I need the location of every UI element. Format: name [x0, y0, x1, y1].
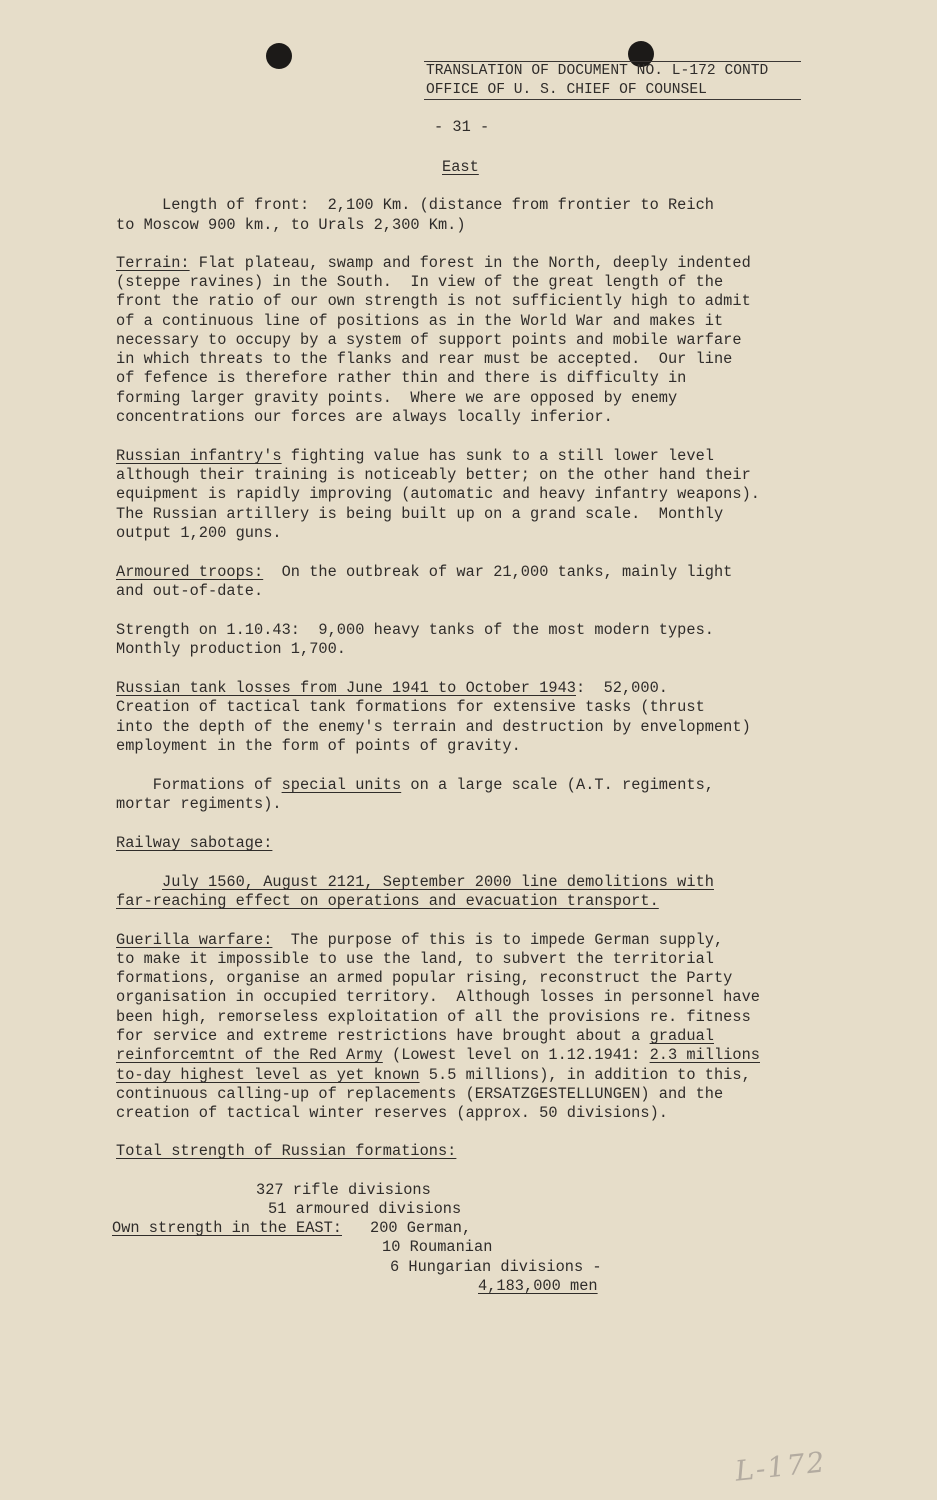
tank-losses-line: employment in the form of points of gravity.	[116, 737, 521, 755]
totals-rifle: 327 rifle divisions	[256, 1181, 431, 1199]
terrain-label: Terrain:	[116, 254, 190, 272]
terrain-line: of a continuous line of positions as in the World War and makes it	[116, 312, 724, 330]
terrain-line: forming larger gravity points. Where we are opposed by enemy	[116, 389, 678, 407]
terrain-line: (steppe ravines) in the South. In view of the great length of the	[116, 273, 724, 291]
handwritten-document-number: L-172	[733, 1445, 828, 1488]
front-line-2: to Moscow 900 km., to Urals 2,300 Km.)	[116, 216, 466, 234]
infantry-line: equipment is rapidly improving (automatic and heavy infantry weapons).	[116, 485, 760, 503]
own-hungarian: 6 Hungarian divisions -	[390, 1258, 602, 1276]
armoured-line-2: and out-of-date.	[116, 582, 264, 600]
guerilla-line-10: creation of tactical winter reserves (approx. 50 divisions).	[116, 1104, 668, 1122]
terrain-line: in which threats to the flanks and rear must be accepted. Our line	[116, 350, 733, 368]
infantry-line-1: Russian infantry's fighting value has sunk to a still lower level	[116, 447, 714, 465]
tank-losses-line: into the depth of the enemy's terrain and destruction by envelopment)	[116, 718, 751, 736]
terrain-line-1: Terrain: Flat plateau, swamp and forest in the North, deeply indented	[116, 254, 751, 272]
terrain-line: front the ratio of our own strength is not sufficiently high to admit	[116, 292, 751, 310]
formations-line-2: mortar regiments).	[116, 795, 282, 813]
section-title: East	[442, 158, 479, 176]
guerilla-line-9: continuous calling-up of replacements (ERSATZGESTELLUNGEN) and the	[116, 1085, 724, 1103]
guerilla-line-6: for service and extreme restrictions have brought about a gradual	[116, 1027, 714, 1045]
tank-losses-line-1: Russian tank losses from June 1941 to October 1943: 52,000.	[116, 679, 668, 697]
railway-line-1: July 1560, August 2121, September 2000 line demolitions with	[162, 873, 714, 891]
punch-hole-left	[266, 43, 292, 69]
totals-armoured: 51 armoured divisions	[268, 1200, 462, 1218]
railway-line-2: far-reaching effect on operations and evacuation transport.	[116, 892, 659, 910]
own-roumanian: 10 Roumanian	[382, 1238, 493, 1256]
totals-label: Total strength of Russian formations:	[116, 1142, 457, 1160]
tank-losses-line: Creation of tactical tank formations for extensive tasks (thrust	[116, 698, 705, 716]
strength-line-2: Monthly production 1,700.	[116, 640, 346, 658]
formations-line-1: Formations of special units on a large scale (A.T. regiments,	[116, 776, 714, 794]
armoured-line-1: Armoured troops: On the outbreak of war 21,000 tanks, mainly light	[116, 563, 733, 581]
railway-label: Railway sabotage:	[116, 834, 273, 852]
guerilla-line: organisation in occupied territory. Although losses in personnel have	[116, 988, 760, 1006]
guerilla-line: been high, remorseless exploitation of all the provisions re. fitness	[116, 1008, 751, 1026]
own-strength-label: Own strength in the EAST:	[112, 1219, 342, 1237]
terrain-line: necessary to occupy by a system of support points and mobile warfare	[116, 331, 742, 349]
header-bottom-rule	[424, 99, 801, 100]
front-line-1: Length of front: 2,100 Km. (distance from frontier to Reich	[162, 196, 714, 214]
guerilla-label: Guerilla warfare:	[116, 931, 273, 949]
infantry-line: output 1,200 guns.	[116, 524, 282, 542]
tank-losses-label: Russian tank losses from June 1941 to October 1943	[116, 679, 576, 697]
terrain-line: of fefence is therefore rather thin and there is difficulty in	[116, 369, 687, 387]
terrain-line: concentrations our forces are always locally inferior.	[116, 408, 613, 426]
guerilla-line: to make it impossible to use the land, to subvert the territorial	[116, 950, 714, 968]
strength-line-1: Strength on 1.10.43: 9,000 heavy tanks of the most modern types.	[116, 621, 714, 639]
armoured-label: Armoured troops:	[116, 563, 264, 581]
infantry-line: although their training is noticeably better; on the other hand their	[116, 466, 751, 484]
page-number: - 31 -	[434, 118, 490, 136]
infantry-label: Russian infantry's	[116, 447, 282, 465]
infantry-line: The Russian artillery is being built up on a grand scale. Monthly	[116, 505, 724, 523]
guerilla-line-7: reinforcemtnt of the Red Army (Lowest level on 1.12.1941: 2.3 millions	[116, 1046, 760, 1064]
guerilla-line-8: to-day highest level as yet known 5.5 millions), in addition to this,	[116, 1066, 751, 1084]
special-units-term: special units	[281, 776, 402, 794]
total-men: 4,183,000 men	[478, 1277, 598, 1295]
guerilla-line-1: Guerilla warfare: The purpose of this is to impede German supply,	[116, 931, 724, 949]
own-german: 200 German,	[370, 1219, 472, 1237]
guerilla-line: formations, organise an armed popular rising, reconstruct the Party	[116, 969, 733, 987]
header-document-number: TRANSLATION OF DOCUMENT NO. L-172 CONTD	[426, 63, 769, 79]
header-office: OFFICE OF U. S. CHIEF OF COUNSEL	[426, 82, 707, 98]
